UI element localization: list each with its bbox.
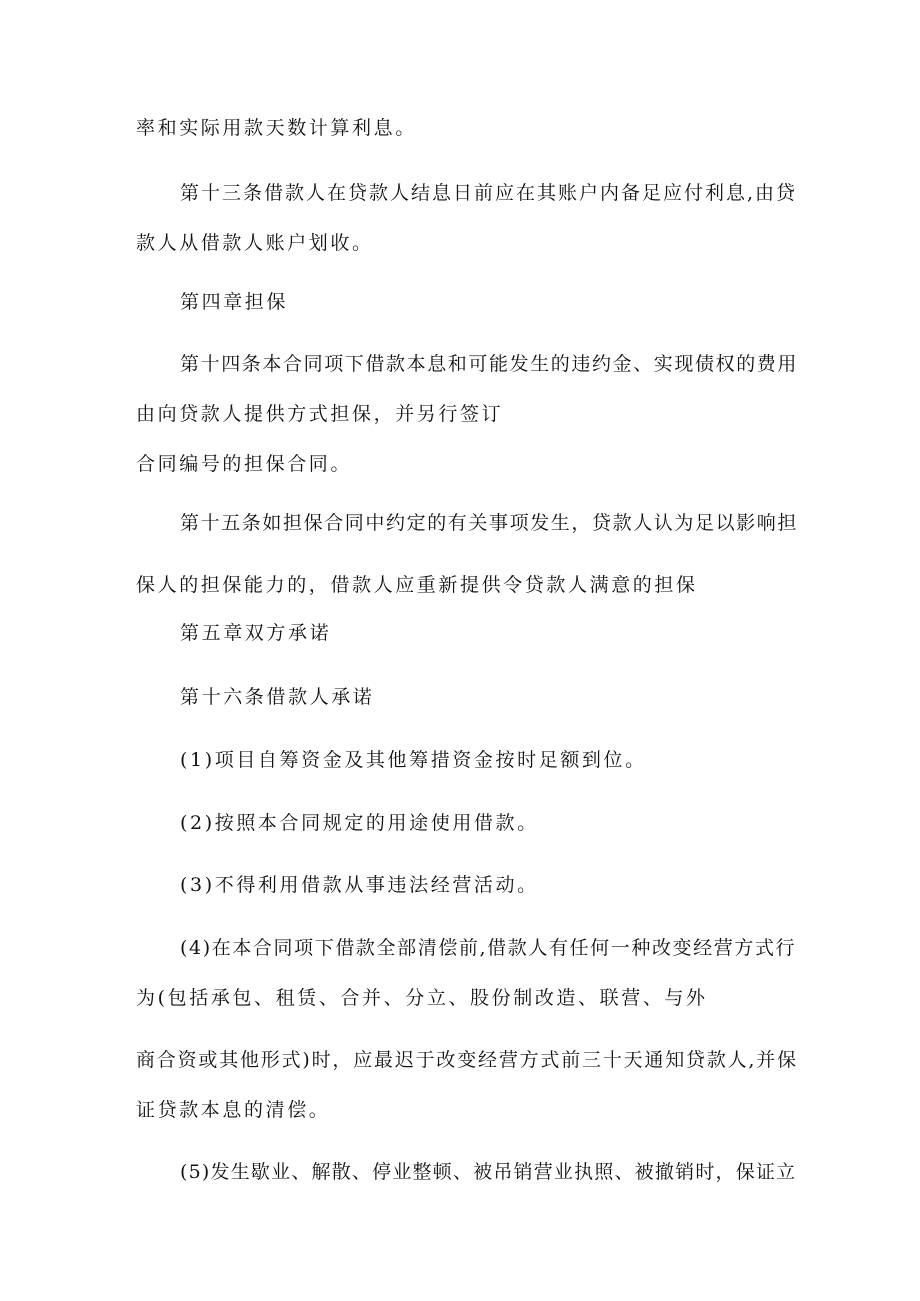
article-13-heading-line: 第十三条借款人在贷款人结息日前应在其账户内备足应付利息,由贷 (180, 182, 798, 204)
commitment-item-3: (3)不得利用借款从事违法经营活动。 (180, 874, 539, 896)
chapter-4-heading: 第四章担保 (180, 291, 289, 313)
commitment-item-2: (2)按照本合同规定的用途使用借款。 (180, 812, 539, 834)
commitment-item-4: (4)在本合同项下借款全部清偿前,借款人有任何一种改变经营方式行 (180, 937, 797, 959)
text-line: 由向贷款人提供方式担保，并另行签订 (136, 403, 504, 425)
article-15-heading-line: 第十五条如担保合同中约定的有关事项发生，贷款人认为足以影响担 (180, 512, 799, 534)
text-line: 证贷款本息的清偿。 (136, 1099, 331, 1121)
text-line: 保人的担保能力的，借款人应重新提供令贷款人满意的担保 (136, 574, 698, 596)
text-line: 款人从借款人账户划收。 (136, 232, 374, 254)
commitment-item-1: (1)项目自筹资金及其他筹措资金按时足额到位。 (180, 749, 647, 771)
text-line: 合同编号的担保合同。 (136, 453, 353, 475)
article-14-heading-line: 第十四条本合同项下借款本息和可能发生的违约金、实现债权的费用 (180, 353, 799, 375)
text-line: 为(包括承包、租赁、合并、分立、股份制改造、联营、与外 (136, 987, 708, 1009)
chapter-5-heading: 第五章双方承诺 (180, 622, 332, 644)
article-16-heading: 第十六条借款人承诺 (180, 686, 375, 708)
text-line: 率和实际用款天数计算利息。 (136, 117, 417, 139)
text-line: 商合资或其他形式)时，应最迟于改变经营方式前三十天通知贷款人,并保 (136, 1049, 798, 1071)
commitment-item-5: (5)发生歇业、解散、停业整顿、被吊销营业执照、被撤销时，保证立 (180, 1161, 797, 1183)
